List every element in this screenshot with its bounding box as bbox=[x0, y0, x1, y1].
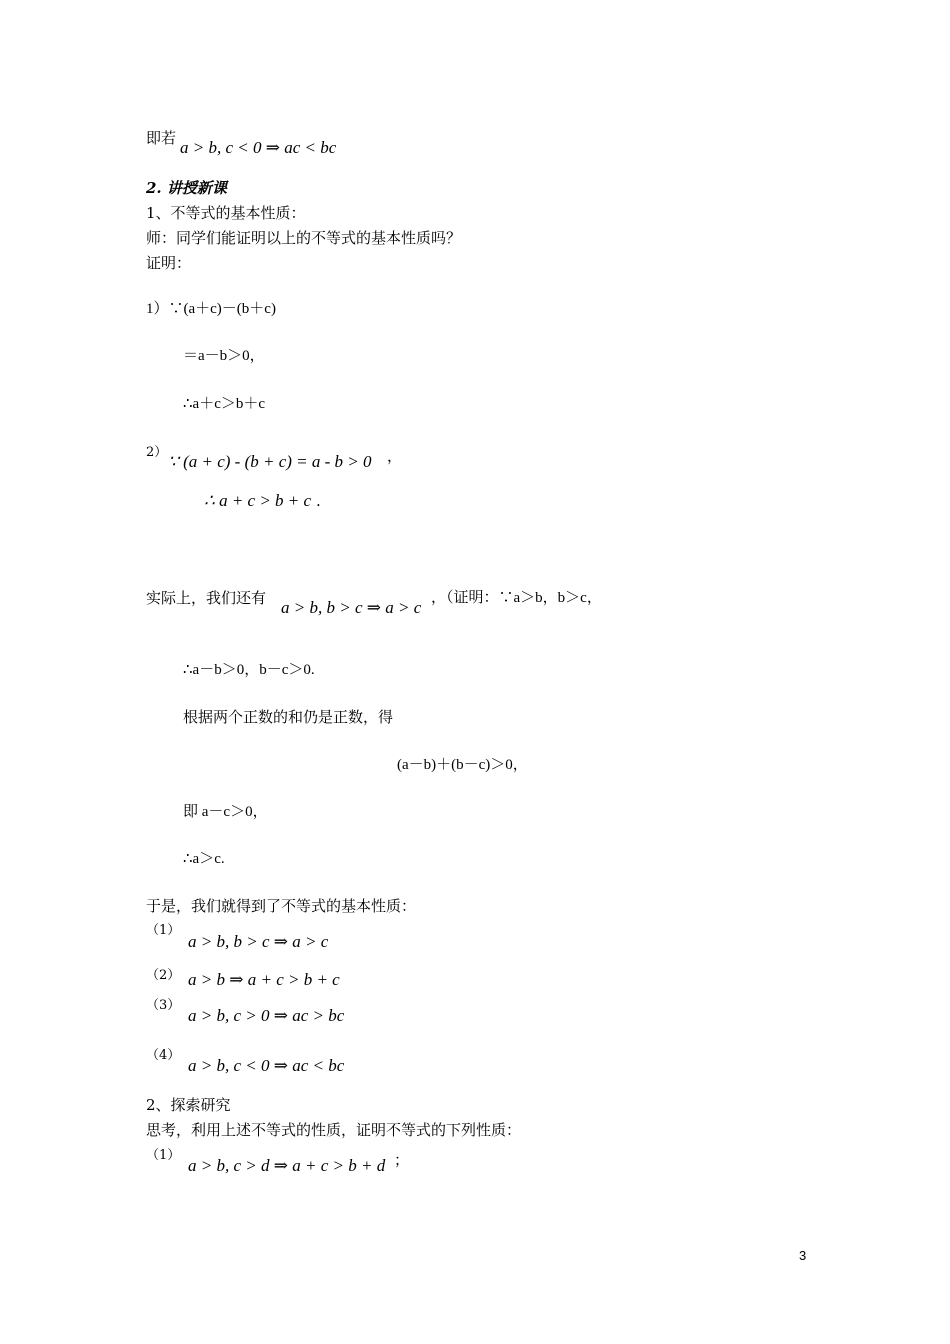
proof2-line1-tail: ， bbox=[387, 447, 403, 465]
proof2-num: 2） bbox=[146, 445, 168, 460]
proof2-line2: ∴ a + c > b + c bbox=[204, 491, 312, 510]
property-4-formula: a > b, c < 0 ⇒ ac < bc bbox=[188, 1056, 345, 1075]
transitive-formula: a > b, b > c ⇒ a > c bbox=[281, 598, 422, 617]
transitive-lead: 实际上，我们还有 bbox=[146, 589, 267, 607]
property-1-num: （1） bbox=[146, 923, 181, 938]
property-2-formula: a > b ⇒ a + c > b + c bbox=[188, 970, 340, 989]
teacher-question: 师：同学们能证明以上的不等式的基本性质吗？ bbox=[146, 229, 462, 247]
intro-formula: a > b, c < 0 ⇒ ac < bc bbox=[180, 138, 337, 157]
transitive-step5: ∴a＞c. bbox=[183, 851, 225, 867]
intro-label: 即若 bbox=[146, 129, 177, 147]
proof1-line2: ＝a－b＞0， bbox=[183, 348, 265, 364]
sub1-title: 1、不等式的基本性质： bbox=[146, 204, 306, 222]
section-title: 2. 讲授新课 bbox=[146, 179, 227, 197]
transitive-step1: ∴a－b＞0，b－c＞0. bbox=[183, 662, 315, 678]
property-4-num: （4） bbox=[146, 1048, 181, 1063]
transitive-step2: 根据两个正数的和仍是正数，得 bbox=[183, 708, 394, 726]
page-number: 3 bbox=[799, 1248, 807, 1263]
proof1-line3: ∴a＋c＞b＋c bbox=[183, 396, 266, 412]
property-2-num: （2） bbox=[146, 968, 181, 983]
property-3-num: （3） bbox=[146, 998, 181, 1013]
exercise-tail: ； bbox=[394, 1151, 410, 1169]
transitive-step4: 即 a－c＞0， bbox=[183, 804, 268, 820]
exercise-num: （1） bbox=[146, 1148, 181, 1163]
transitive-tail: ，（证明：∵a＞b，b＞c， bbox=[431, 590, 602, 606]
exercise-formula: a > b, c > d ⇒ a + c > b + d bbox=[188, 1156, 386, 1175]
proof2-line1: ∵ (a + c) - (b + c) = a - b > 0 bbox=[168, 452, 372, 471]
transitive-step3: (a－b)＋(b－c)＞0， bbox=[397, 757, 528, 773]
think-text: 思考，利用上述不等式的性质，证明不等式的下列性质： bbox=[146, 1121, 522, 1139]
proof2-line2-tail: . bbox=[316, 492, 321, 510]
sub2-title: 2、探索研究 bbox=[146, 1096, 231, 1114]
proof-label: 证明： bbox=[146, 254, 192, 272]
proof1-line1: 1）∵(a＋c)－(b＋c) bbox=[146, 301, 276, 317]
property-3-formula: a > b, c > 0 ⇒ ac > bc bbox=[188, 1006, 345, 1025]
property-1-formula: a > b, b > c ⇒ a > c bbox=[188, 932, 329, 951]
summary-lead: 于是，我们就得到了不等式的基本性质： bbox=[146, 897, 417, 915]
